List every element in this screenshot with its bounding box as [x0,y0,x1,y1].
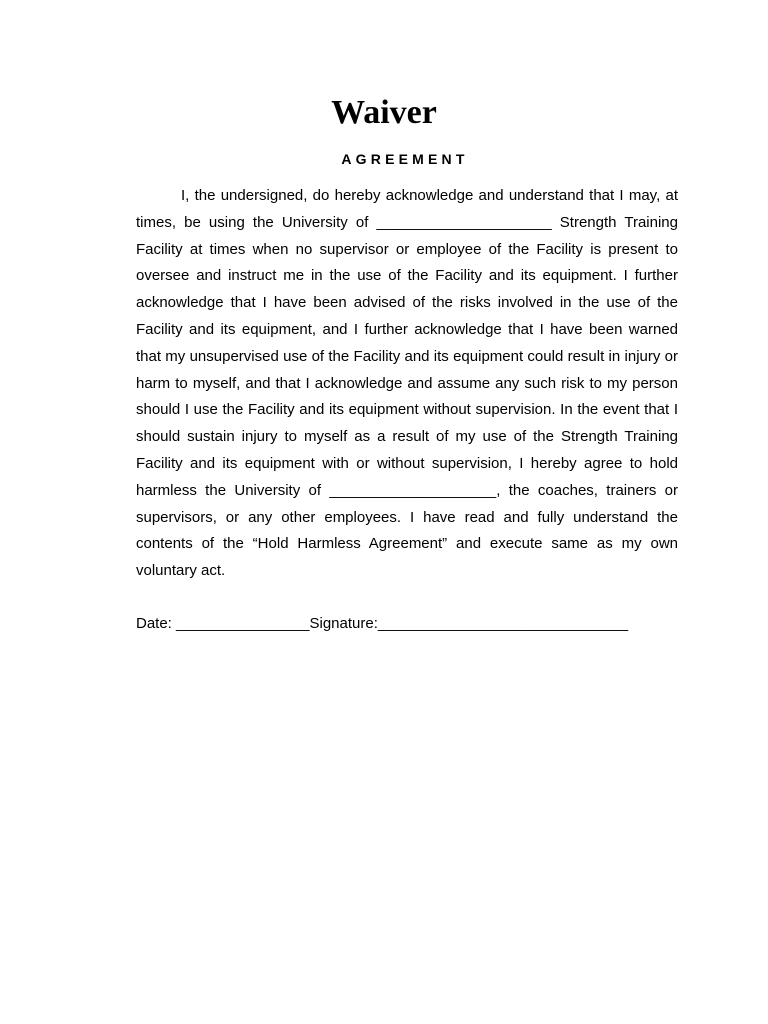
document-subtitle: AGREEMENT [341,151,469,167]
date-signature-line: Date: ________________Signature:______________________________ [136,615,629,632]
waiver-paragraph: I, the undersigned, do hereby acknowledge and understand that I may, at times, be using the University of _____________________ Strength Training Facility at times when no supervisor or employee of the Facility is present to oversee and instruct me in the use of the Facility and its equipment. I further acknowledge that I have been advised of the risks involved in the use of the Facility and its equipment, and I further acknowledge that I have been warned that my unsupervised use of the Facility and its equipment could result in injury or harm to myself, and that I acknowledge and assume any such risk to my person should I use the Facility and its equipment without supervision. In the event that I should sustain injury to myself as a result of my use of the Strength Training Facility and its equipment with or without supervision, I hereby agree to hold harmless the University of ____________________, the coaches, trainers or supervisors, or any other employees. I have read and fully understand the contents of the “Hold Harmless Agreement” and execute same as my own voluntary act. [136,187,678,580]
document-title: Waiver [331,94,437,131]
